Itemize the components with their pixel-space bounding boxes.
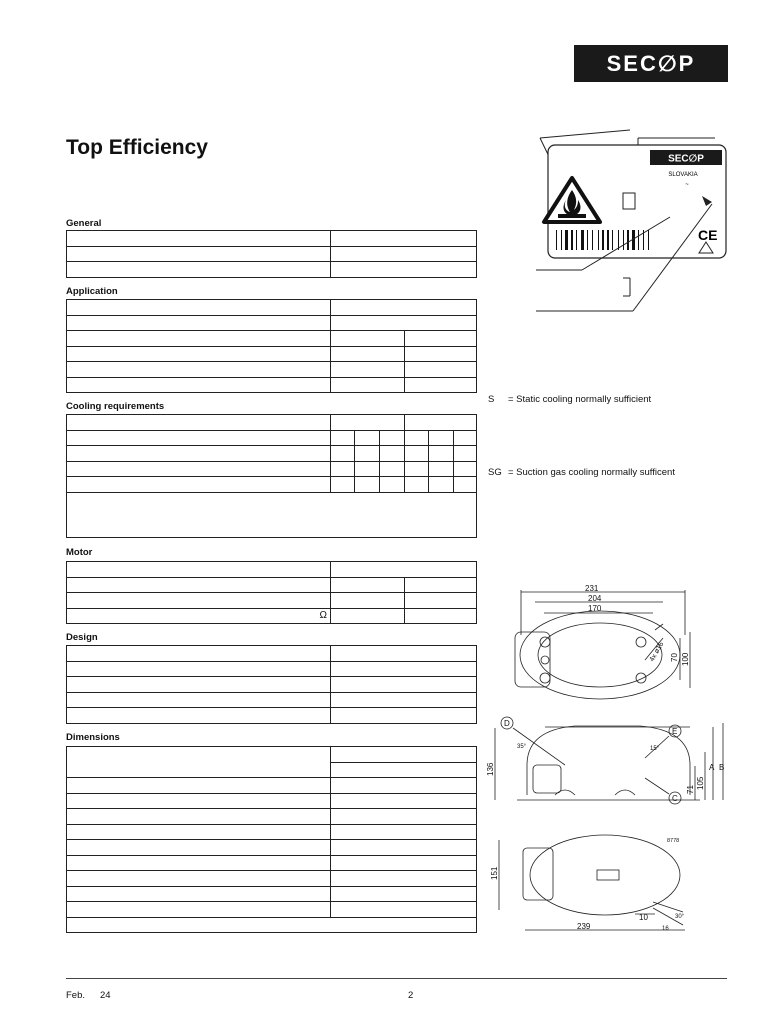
table-row <box>67 778 477 794</box>
table-row <box>67 577 477 593</box>
barcode-bar <box>627 230 629 250</box>
dim-136: 136 <box>486 762 495 776</box>
drawing-code: 8778 <box>667 838 680 844</box>
barcode-bar <box>571 230 573 250</box>
barcode-bar <box>581 230 584 250</box>
table-row <box>67 562 477 578</box>
table-row <box>67 747 477 763</box>
top-inner-housing <box>538 623 662 687</box>
table-row <box>67 708 477 724</box>
dim-71: 71 <box>686 785 695 794</box>
label-plate-illustration <box>530 120 730 320</box>
leader-line <box>540 130 630 138</box>
table-row <box>67 855 477 871</box>
bottom-terminal-box <box>523 848 553 900</box>
application-table <box>66 299 477 393</box>
tube-C <box>645 778 669 794</box>
table-row <box>67 415 477 431</box>
table-row <box>67 362 477 378</box>
plate-country: SLOVAKIA <box>668 172 698 178</box>
ohm-symbol: Ω <box>67 608 331 624</box>
barcode-bar <box>592 230 593 250</box>
barcode-bar <box>561 230 562 250</box>
footer-divider <box>66 978 727 979</box>
table-row <box>67 840 477 856</box>
side-housing <box>527 726 690 795</box>
table-row <box>67 492 477 537</box>
bottom-housing <box>530 835 680 915</box>
dim-170: 170 <box>588 604 602 613</box>
mounting-hole <box>540 673 550 683</box>
motor-table <box>66 561 477 624</box>
barcode-bar <box>648 230 649 250</box>
table-row <box>67 608 477 624</box>
mounting-foot <box>615 790 635 795</box>
dim-70: 70 <box>670 653 679 662</box>
dim-holes: 4x ø16 <box>648 640 666 663</box>
angle-30: 30° <box>675 914 685 920</box>
dim-204: 204 <box>588 594 602 603</box>
table-row <box>67 593 477 609</box>
label-E: E <box>672 727 678 736</box>
mounting-hole <box>636 673 646 683</box>
note-static-text: = Static cooling normally sufficient <box>508 394 652 405</box>
mounting-hole <box>636 637 646 647</box>
table-row <box>67 871 477 887</box>
flame-base <box>558 214 586 218</box>
table-row <box>67 646 477 662</box>
table-row <box>67 231 477 247</box>
barcode-bar <box>587 230 588 250</box>
design-table <box>66 645 477 724</box>
table-row <box>67 315 477 331</box>
footer-month: Feb. <box>66 990 86 1001</box>
table-row <box>67 661 477 677</box>
barcode-bar <box>638 230 639 250</box>
label-C: C <box>672 794 678 803</box>
table-row <box>67 692 477 708</box>
dim-16: 16 <box>662 926 669 932</box>
note-static-key: S <box>488 394 495 405</box>
table-row <box>67 461 477 477</box>
table-row <box>67 809 477 825</box>
general-table <box>66 230 477 278</box>
note-suction <box>488 467 675 478</box>
barcode-bar <box>565 230 568 250</box>
section-label-design: Design <box>66 632 98 643</box>
page-number: 2 <box>408 990 414 1001</box>
table-row <box>67 917 477 933</box>
dim-105: 105 <box>696 776 705 790</box>
dimensions-table <box>66 746 477 933</box>
note-static <box>488 394 651 405</box>
table-row <box>67 477 477 493</box>
barcode-bar <box>602 230 604 250</box>
plate-box <box>623 193 635 209</box>
connector <box>541 656 549 664</box>
plate-tilde: ~ <box>685 182 689 188</box>
dim-151: 151 <box>490 866 499 880</box>
cooling-table <box>66 414 477 538</box>
note-suction-text: = Suction gas cooling normally sufficent <box>508 467 675 478</box>
secop-logo: SEC∅P <box>574 45 728 82</box>
table-row <box>67 300 477 316</box>
section-label-motor: Motor <box>66 547 93 558</box>
barcode-bar <box>618 230 619 250</box>
barcode-bar <box>607 230 609 250</box>
barcode-bar <box>598 230 599 250</box>
table-row <box>67 677 477 693</box>
table-row <box>67 377 477 393</box>
dim-100: 100 <box>681 652 690 666</box>
label-D: D <box>504 719 510 728</box>
bottom-label <box>597 870 619 880</box>
terminal-cover <box>533 765 561 793</box>
angle-35: 35° <box>517 744 527 750</box>
table-row <box>67 446 477 462</box>
barcode-bar <box>623 230 624 250</box>
table-row <box>67 346 477 362</box>
table-row <box>67 793 477 809</box>
label-B: B <box>719 763 725 772</box>
mounting-hole <box>540 637 550 647</box>
barcode-bar <box>556 230 557 250</box>
page-title: Top Efficiency <box>66 136 208 159</box>
table-row <box>67 824 477 840</box>
section-label-general: General <box>66 218 102 229</box>
plate-brand-text: SEC∅P <box>668 153 704 165</box>
footer-year: 24 <box>100 990 111 1001</box>
barcode-bar <box>576 230 577 250</box>
section-label-dimensions: Dimensions <box>66 732 120 743</box>
compressor-technical-drawing <box>485 580 730 940</box>
ce-mark: CE <box>698 227 718 243</box>
table-row <box>67 262 477 278</box>
table-row <box>67 886 477 902</box>
dim-239: 239 <box>577 922 591 931</box>
table-row <box>67 430 477 446</box>
dim-231: 231 <box>585 584 599 593</box>
dim-10: 10 <box>639 913 648 922</box>
barcode-bar <box>612 230 613 250</box>
table-row <box>67 246 477 262</box>
section-label-cooling: Cooling requirements <box>66 401 165 412</box>
table-row <box>67 331 477 347</box>
table-row <box>67 902 477 918</box>
mounting-foot <box>555 790 575 795</box>
angle-15: 15° <box>650 746 660 752</box>
note-suction-key: SG <box>488 467 502 478</box>
label-A: A <box>709 763 715 772</box>
bottom-view <box>499 835 685 930</box>
section-label-application: Application <box>66 286 118 297</box>
